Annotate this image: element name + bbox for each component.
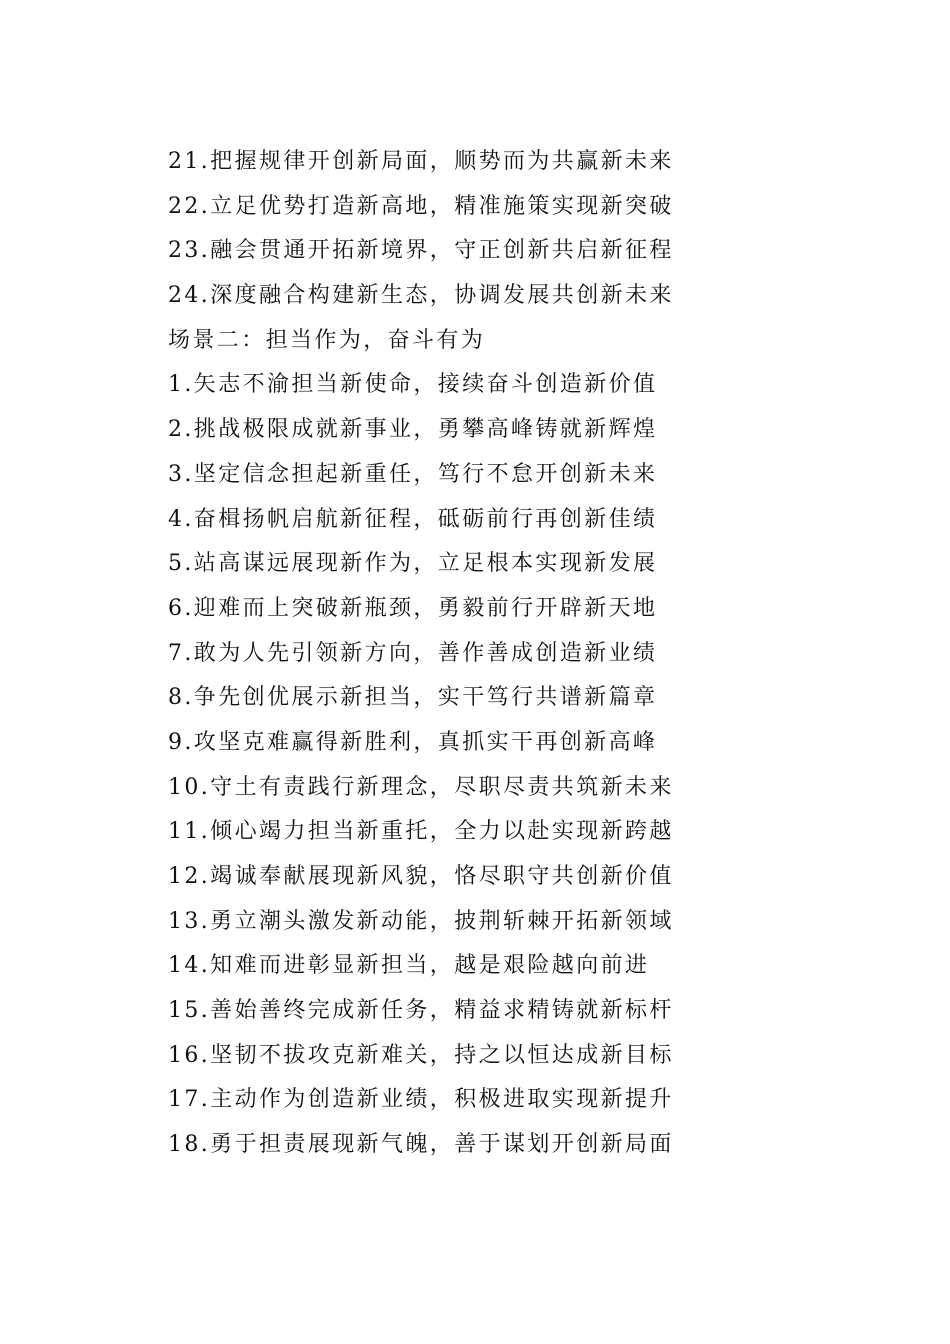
text-line: 11.倾心竭力担当新重托，全力以赴实现新跨越 xyxy=(168,819,674,845)
text-line: 5.站高谋远展现新作为，立足根本实现新发展 xyxy=(168,551,658,577)
text-line: 1.矢志不渝担当新使命，接续奋斗创造新价值 xyxy=(168,372,658,398)
text-line: 18.勇于担责展现新气魄，善于谋划开创新局面 xyxy=(168,1132,674,1158)
text-line: 14.知难而进彰显新担当，越是艰险越向前进 xyxy=(168,953,650,979)
text-line: 15.善始善终完成新任务，精益求精铸就新标杆 xyxy=(168,998,674,1024)
text-line: 21.把握规律开创新局面，顺势而为共赢新未来 xyxy=(168,149,674,174)
document-body xyxy=(168,140,788,1168)
text-line: 22.立足优势打造新高地，精准施策实现新突破 xyxy=(168,193,674,219)
text-line: 2.挑战极限成就新事业，勇攀高峰铸就新辉煌 xyxy=(168,417,658,443)
text-line: 6.迎难而上突破新瓶颈，勇毅前行开辟新天地 xyxy=(168,595,658,621)
text-line: 8.争先创优展示新担当，实干笃行共谱新篇章 xyxy=(168,685,658,711)
text-line: 24.深度融合构建新生态，协调发展共创新未来 xyxy=(168,283,674,309)
text-line: 17.主动作为创造新业绩，积极进取实现新提升 xyxy=(168,1087,674,1113)
text-line: 9.攻坚克难赢得新胜利，真抓实干再创新高峰 xyxy=(168,729,658,755)
text-line: 12.竭诚奉献展现新风貌，恪尽职守共创新价值 xyxy=(168,864,674,889)
text-line: 23.融会贯通开拓新境界，守正创新共启新征程 xyxy=(168,238,674,264)
text-line: 16.坚韧不拔攻克新难关，持之以恒达成新目标 xyxy=(168,1042,674,1068)
text-line: 13.勇立潮头激发新动能，披荆斩棘开拓新领域 xyxy=(168,908,674,934)
text-line: 4.奋楫扬帆启航新征程，砥砺前行再创新佳绩 xyxy=(168,506,658,532)
text-line: 7.敢为人先引领新方向，善作善成创造新业绩 xyxy=(168,640,658,666)
text-line: 10.守土有责践行新理念，尽职尽责共筑新未来 xyxy=(168,774,674,800)
section-heading: 场景二：担当作为，奋斗有为 xyxy=(168,327,486,353)
text-line: 3.坚定信念担起新重任，笃行不怠开创新未来 xyxy=(168,461,658,487)
